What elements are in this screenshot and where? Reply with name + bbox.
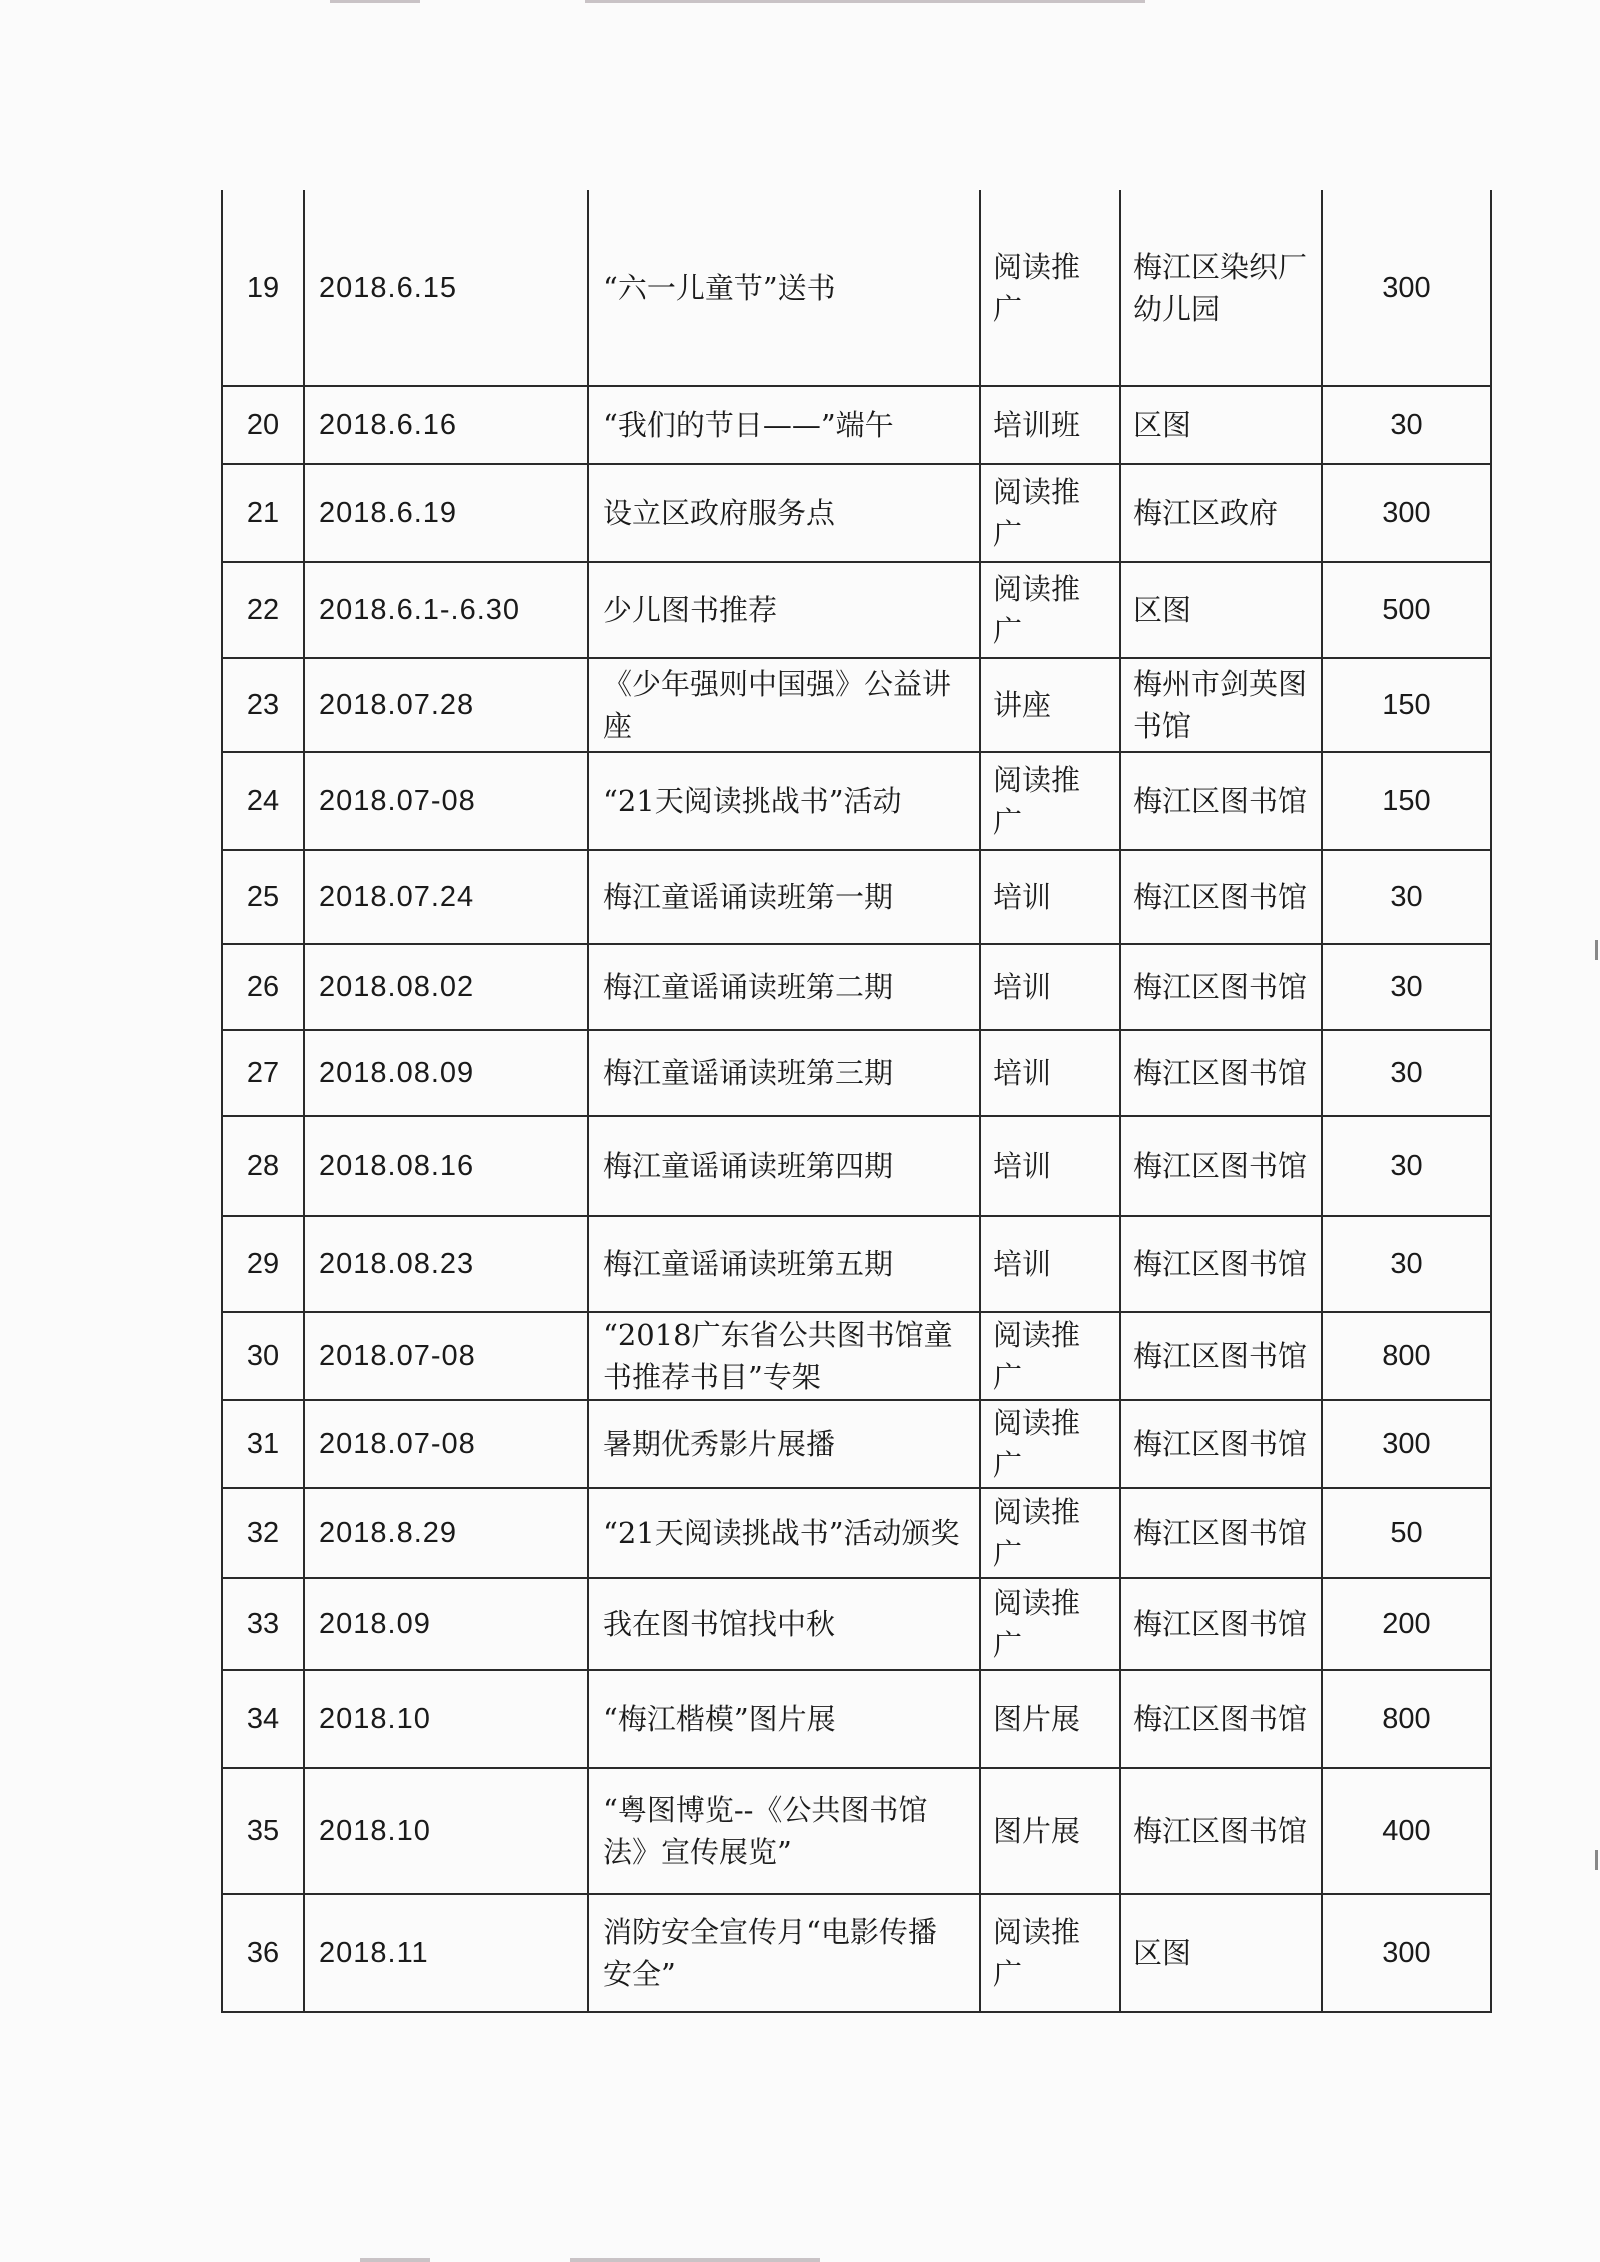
- row-date: 2018.07-08: [304, 1400, 588, 1488]
- row-place: 梅江区图书馆: [1120, 944, 1322, 1030]
- row-activity: 梅江童谣诵读班第五期: [588, 1216, 980, 1312]
- row-number: 28: [222, 1116, 304, 1216]
- table-row: [222, 752, 1491, 850]
- row-type: 培训: [980, 1216, 1120, 1312]
- row-count: 30: [1322, 1030, 1491, 1116]
- row-count: 300: [1322, 1400, 1491, 1488]
- row-date: 2018.10: [304, 1768, 588, 1894]
- table-row: [222, 1116, 1491, 1216]
- row-count: 30: [1322, 850, 1491, 944]
- row-number: 20: [222, 386, 304, 464]
- row-number: 30: [222, 1312, 304, 1400]
- row-activity: “六一儿童节”送书: [588, 190, 980, 386]
- row-date: 2018.8.29: [304, 1488, 588, 1578]
- row-count: 50: [1322, 1488, 1491, 1578]
- table-row: [222, 850, 1491, 944]
- row-type: 图片展: [980, 1768, 1120, 1894]
- row-number: 31: [222, 1400, 304, 1488]
- row-activity: 梅江童谣诵读班第二期: [588, 944, 980, 1030]
- row-count: 500: [1322, 562, 1491, 658]
- table-row: [222, 1400, 1491, 1488]
- row-count: 150: [1322, 658, 1491, 752]
- row-date: 2018.07-08: [304, 1312, 588, 1400]
- row-number: 19: [222, 190, 304, 386]
- row-place: 梅江区染织厂幼儿园: [1120, 190, 1322, 386]
- row-place: 梅江区图书馆: [1120, 1768, 1322, 1894]
- row-date: 2018.09: [304, 1578, 588, 1670]
- table-row: [222, 1030, 1491, 1116]
- table-row: [222, 658, 1491, 752]
- row-activity: “我们的节日——”端午: [588, 386, 980, 464]
- table-row: [222, 1216, 1491, 1312]
- row-date: 2018.08.23: [304, 1216, 588, 1312]
- row-activity: “21天阅读挑战书”活动颁奖: [588, 1488, 980, 1578]
- row-place: 梅江区政府: [1120, 464, 1322, 562]
- table-row: [222, 1312, 1491, 1400]
- row-count: 300: [1322, 464, 1491, 562]
- row-count: 150: [1322, 752, 1491, 850]
- row-type: 阅读推广: [980, 464, 1120, 562]
- table-row: [222, 190, 1491, 386]
- row-type: 阅读推广: [980, 562, 1120, 658]
- row-count: 30: [1322, 1116, 1491, 1216]
- row-place: 梅江区图书馆: [1120, 1488, 1322, 1578]
- row-type: 培训班: [980, 386, 1120, 464]
- table-row: [222, 1488, 1491, 1578]
- table-row: [222, 944, 1491, 1030]
- row-number: 32: [222, 1488, 304, 1578]
- row-date: 2018.10: [304, 1670, 588, 1768]
- row-type: 培训: [980, 1030, 1120, 1116]
- row-activity: 少儿图书推荐: [588, 562, 980, 658]
- row-type: 培训: [980, 944, 1120, 1030]
- row-number: 22: [222, 562, 304, 658]
- row-place: 梅江区图书馆: [1120, 1578, 1322, 1670]
- row-type: 培训: [980, 850, 1120, 944]
- row-date: 2018.11: [304, 1894, 588, 2012]
- table-row: [222, 1768, 1491, 1894]
- row-count: 200: [1322, 1578, 1491, 1670]
- row-type: 阅读推广: [980, 1312, 1120, 1400]
- row-place: 梅江区图书馆: [1120, 1030, 1322, 1116]
- row-date: 2018.07-08: [304, 752, 588, 850]
- row-date: 2018.6.15: [304, 190, 588, 386]
- row-activity: 我在图书馆找中秋: [588, 1578, 980, 1670]
- row-activity: 《少年强则中国强》公益讲座: [588, 658, 980, 752]
- row-count: 400: [1322, 1768, 1491, 1894]
- row-place: 梅州市剑英图书馆: [1120, 658, 1322, 752]
- row-date: 2018.07.24: [304, 850, 588, 944]
- activity-table: [221, 190, 1492, 2013]
- row-type: 阅读推广: [980, 752, 1120, 850]
- row-type: 阅读推广: [980, 190, 1120, 386]
- row-number: 29: [222, 1216, 304, 1312]
- row-number: 34: [222, 1670, 304, 1768]
- row-number: 21: [222, 464, 304, 562]
- row-date: 2018.07.28: [304, 658, 588, 752]
- row-count: 800: [1322, 1670, 1491, 1768]
- row-date: 2018.6.16: [304, 386, 588, 464]
- row-count: 800: [1322, 1312, 1491, 1400]
- row-activity: 梅江童谣诵读班第四期: [588, 1116, 980, 1216]
- row-place: 梅江区图书馆: [1120, 1216, 1322, 1312]
- row-count: 30: [1322, 386, 1491, 464]
- row-place: 梅江区图书馆: [1120, 850, 1322, 944]
- row-number: 23: [222, 658, 304, 752]
- row-type: 图片展: [980, 1670, 1120, 1768]
- row-activity: “21天阅读挑战书”活动: [588, 752, 980, 850]
- row-type: 阅读推广: [980, 1894, 1120, 2012]
- row-date: 2018.6.19: [304, 464, 588, 562]
- row-type: 阅读推广: [980, 1400, 1120, 1488]
- row-place: 梅江区图书馆: [1120, 1116, 1322, 1216]
- row-number: 24: [222, 752, 304, 850]
- row-type: 阅读推广: [980, 1578, 1120, 1670]
- row-activity: “2018广东省公共图书馆童书推荐书目”专架: [588, 1312, 980, 1400]
- row-place: 区图: [1120, 386, 1322, 464]
- row-count: 300: [1322, 1894, 1491, 2012]
- table-row: [222, 562, 1491, 658]
- table-row: [222, 1894, 1491, 2012]
- row-activity: 设立区政府服务点: [588, 464, 980, 562]
- row-date: 2018.08.02: [304, 944, 588, 1030]
- row-place: 梅江区图书馆: [1120, 1312, 1322, 1400]
- row-count: 30: [1322, 944, 1491, 1030]
- row-number: 36: [222, 1894, 304, 2012]
- row-count: 300: [1322, 190, 1491, 386]
- table-row: [222, 386, 1491, 464]
- table-row: [222, 464, 1491, 562]
- row-date: 2018.6.1-.6.30: [304, 562, 588, 658]
- row-place: 梅江区图书馆: [1120, 752, 1322, 850]
- table-row: [222, 1670, 1491, 1768]
- row-number: 27: [222, 1030, 304, 1116]
- row-activity: “梅江楷模”图片展: [588, 1670, 980, 1768]
- row-place: 区图: [1120, 562, 1322, 658]
- row-place: 梅江区图书馆: [1120, 1400, 1322, 1488]
- row-type: 讲座: [980, 658, 1120, 752]
- row-number: 33: [222, 1578, 304, 1670]
- row-activity: 暑期优秀影片展播: [588, 1400, 980, 1488]
- row-count: 30: [1322, 1216, 1491, 1312]
- row-place: 区图: [1120, 1894, 1322, 2012]
- row-activity: “粤图博览--《公共图书馆法》宣传展览”: [588, 1768, 980, 1894]
- table-row: [222, 1578, 1491, 1670]
- row-activity: 梅江童谣诵读班第一期: [588, 850, 980, 944]
- row-date: 2018.08.09: [304, 1030, 588, 1116]
- row-number: 25: [222, 850, 304, 944]
- row-date: 2018.08.16: [304, 1116, 588, 1216]
- row-number: 35: [222, 1768, 304, 1894]
- row-place: 梅江区图书馆: [1120, 1670, 1322, 1768]
- row-type: 培训: [980, 1116, 1120, 1216]
- row-number: 26: [222, 944, 304, 1030]
- row-activity: 梅江童谣诵读班第三期: [588, 1030, 980, 1116]
- row-activity: 消防安全宣传月“电影传播安全”: [588, 1894, 980, 2012]
- row-type: 阅读推广: [980, 1488, 1120, 1578]
